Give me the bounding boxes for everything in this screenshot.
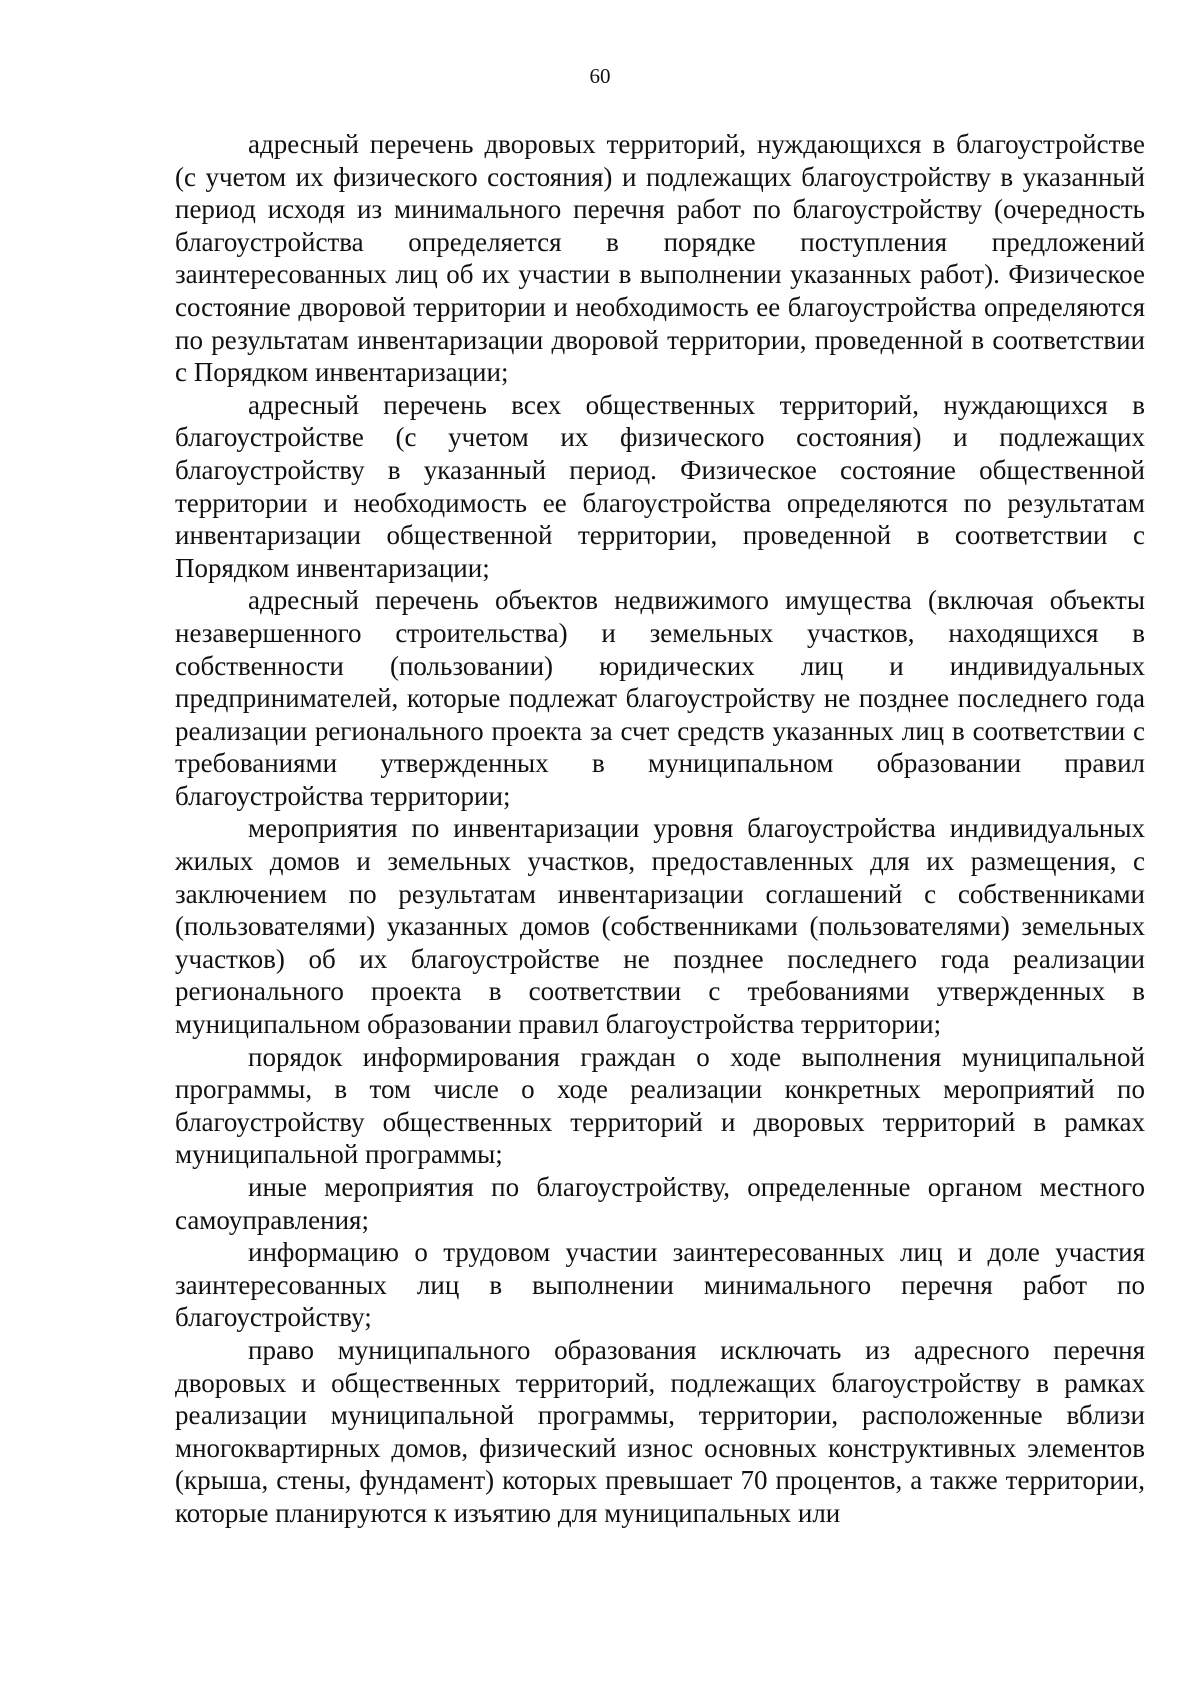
paragraph-courtyard-territories-list: адресный перечень дворовых территорий, нуждающихся в благоустройстве (с учетом их физического состояния) и подлежащих благоустройству в указанный период исходя из минимального перечня работ по благоустройству (очередность благоустройства определяется в порядке поступления предложений заинтересованных лиц об их участии в выполнении указанных работ). Физическое состояние дворовой территории и необходимость ее благоустройства определяются по результатам инвентаризации дворовой территории, проведенной в соответствии с Порядком инвентаризации; xyxy=(175,129,1145,388)
paragraph-real-estate-objects-list: адресный перечень объектов недвижимого имущества (включая объекты незавершенного строительства) и земельных участков, находящихся в собственности (пользовании) юридических лиц и индивидуальных предпринимателей, которые подлежат благоустройству не позднее последнего года реализации регионального проекта за счет средств указанных лиц в соответствии с требованиями утвержденных в муниципальном образовании правил благоустройства территории; xyxy=(175,585,1145,811)
paragraph-labor-participation: информацию о трудовом участии заинтересованных лиц и доле участия заинтересованных лиц в выполнении минимального перечня работ по благоустройству; xyxy=(175,1237,1145,1333)
paragraph-exclusion-right: право муниципального образования исключать из адресного перечня дворовых и общественных территорий, подлежащих благоустройству в рамках реализации муниципальной программы, территории, расположенные вблизи многоквартирных домов, физический износ основных конструктивных элементов (крыша, стены, фундамент) которых превышает 70 процентов, а также территории, которые планируются к изъятию для муниципальных или xyxy=(175,1334,1145,1528)
paragraph-other-measures: иные мероприятия по благоустройству, определенные органом местного самоуправления; xyxy=(175,1172,1145,1235)
page-number: 60 xyxy=(589,64,611,88)
paragraph-public-territories-list: адресный перечень всех общественных территорий, нуждающихся в благоустройстве (с учетом их физического состояния) и подлежащих благоустройству в указанный период. Физическое состояние общественной территории и необходимость ее благоустройства определяются по результатам инвентаризации общественной территории, проведенной в соответствии с Порядком инвентаризации; xyxy=(175,389,1145,583)
paragraph-individual-houses-inventory: мероприятия по инвентаризации уровня благоустройства индивидуальных жилых домов и земельных участков, предоставленных для их размещения, с заключением по результатам инвентаризации соглашений с собственниками (пользователями) указанных домов (собственниками (пользователями) земельных участков) об их благоустройстве не позднее последнего года реализации регионального проекта в соответствии с требованиями утвержденных в муниципальном образовании правил благоустройства территории; xyxy=(175,813,1145,1040)
document-body xyxy=(175,128,1145,1530)
paragraph-citizen-informing-procedure: порядок информирования граждан о ходе выполнения муниципальной программы, в том числе о ходе реализации конкретных мероприятий по благоустройству общественных территорий и дворовых территорий в рамках муниципальной программы; xyxy=(175,1041,1145,1170)
